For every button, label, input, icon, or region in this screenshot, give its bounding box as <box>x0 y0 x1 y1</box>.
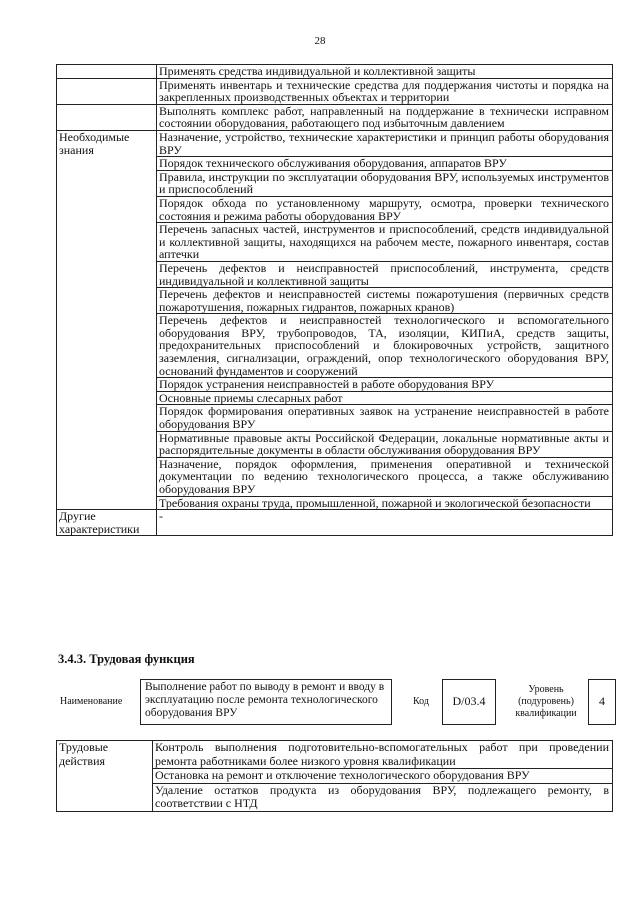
page-number: 28 <box>314 35 326 47</box>
row-text-cell: Контроль выполнения подготовительно-вспомогательных работ при проведении ремонта работниками более низкого уровня квалификации <box>153 741 613 769</box>
row-text-cell: Перечень дефектов и неисправностей технологического и вспомогательного оборудования ВРУ, трубопроводов, ТА, изоляции, КИПиА, средств защиты, предохранительных приспособлений и блокировочных устройств, защитного заземления, сигнализации, ограждений, опор технологического оборудования ВРУ, оснований фундаментов и сооружений <box>157 314 613 378</box>
row-label-cell <box>57 104 157 130</box>
row-text-cell: Порядок устранения неисправностей в работе оборудования ВРУ <box>157 378 613 392</box>
row-text-cell: Правила, инструкции по эксплуатации оборудования ВРУ, используемых инструментов и приспособлений <box>157 170 613 196</box>
level-label: Уровень (подуровень) квалификации <box>515 684 577 719</box>
row-label-cell: Необходимые знания <box>57 130 157 509</box>
level-value: 4 <box>588 679 616 725</box>
row-text-cell: Выполнять комплекс работ, направленный на поддержание в технически исправном состоянии оборудования, работающего под избыточным давлением <box>157 104 613 130</box>
actions-table <box>56 740 613 812</box>
row-text-cell: Применять средства индивидуальной и коллективной защиты <box>157 65 613 79</box>
function-header-table <box>56 679 616 725</box>
row-label-cell: Другие характеристики <box>57 510 157 536</box>
row-label-cell <box>57 65 157 79</box>
knowledge-table <box>56 64 613 536</box>
row-text-cell: - <box>157 510 613 536</box>
table-row <box>57 130 613 156</box>
row-text-cell: Основные приемы слесарных работ <box>157 391 613 405</box>
spacer <box>392 679 400 725</box>
row-text-cell: Применять инвентарь и технические средства для поддержания чистоты и порядка на закрепленных производственных объектах и территории <box>157 78 613 104</box>
row-text-cell: Порядок формирования оперативных заявок на устранение неисправностей в работе оборудования ВРУ <box>157 405 613 431</box>
row-text-cell: Удаление остатков продукта из оборудования ВРУ, подлежащего ремонту, в соответствии с НТД <box>153 783 613 811</box>
table-row <box>57 741 613 769</box>
row-text-cell: Перечень дефектов и неисправностей приспособлений, инструмента, средств индивидуальной и коллективной защиты <box>157 261 613 287</box>
row-label-cell: Трудовые действия <box>57 741 153 812</box>
row-text-cell: Назначение, порядок оформления, применения оперативной и технической документации по ведению технологического процесса, а также обслуживанию оборудования ВРУ <box>157 457 613 496</box>
row-text-cell: Порядок технического обслуживания оборудования, аппаратов ВРУ <box>157 157 613 171</box>
name-label: Наименование <box>60 696 123 708</box>
table-row <box>57 510 613 536</box>
table-row <box>57 65 613 79</box>
row-text-cell: Назначение, устройство, технические характеристики и принцип работы оборудования ВРУ <box>157 130 613 156</box>
name-value: Выполнение работ по выводу в ремонт и вводу в эксплуатацию после ремонта технологического оборудования ВРУ <box>140 679 392 725</box>
code-value: D/03.4 <box>442 679 496 725</box>
row-text-cell: Остановка на ремонт и отключение технологического оборудования ВРУ <box>153 769 613 784</box>
table-row <box>57 104 613 130</box>
spacer <box>496 679 504 725</box>
row-label-cell <box>57 78 157 104</box>
row-text-cell: Нормативные правовые акты Российской Федерации, локальные нормативные акты и распорядительные документы в области обслуживания оборудования ВРУ <box>157 431 613 457</box>
row-text-cell: Перечень запасных частей, инструментов и приспособлений, средств индивидуальной и коллективной защиты, находящихся на рабочем месте, пожарного инвентаря, состав аптечки <box>157 223 613 262</box>
row-text-cell: Перечень дефектов и неисправностей системы пожаротушения (первичных средств пожаротушения, пожарных гидрантов, пожарных кранов) <box>157 288 613 314</box>
table-row <box>57 78 613 104</box>
row-text-cell: Требования охраны труда, промышленной, пожарной и экологической безопасности <box>157 496 613 510</box>
code-label: Код <box>413 696 429 708</box>
section-title: 3.4.3. Трудовая функция <box>58 652 195 666</box>
row-text-cell: Порядок обхода по установленному маршруту, осмотра, проверки технического состояния и режима работы оборудования ВРУ <box>157 196 613 222</box>
